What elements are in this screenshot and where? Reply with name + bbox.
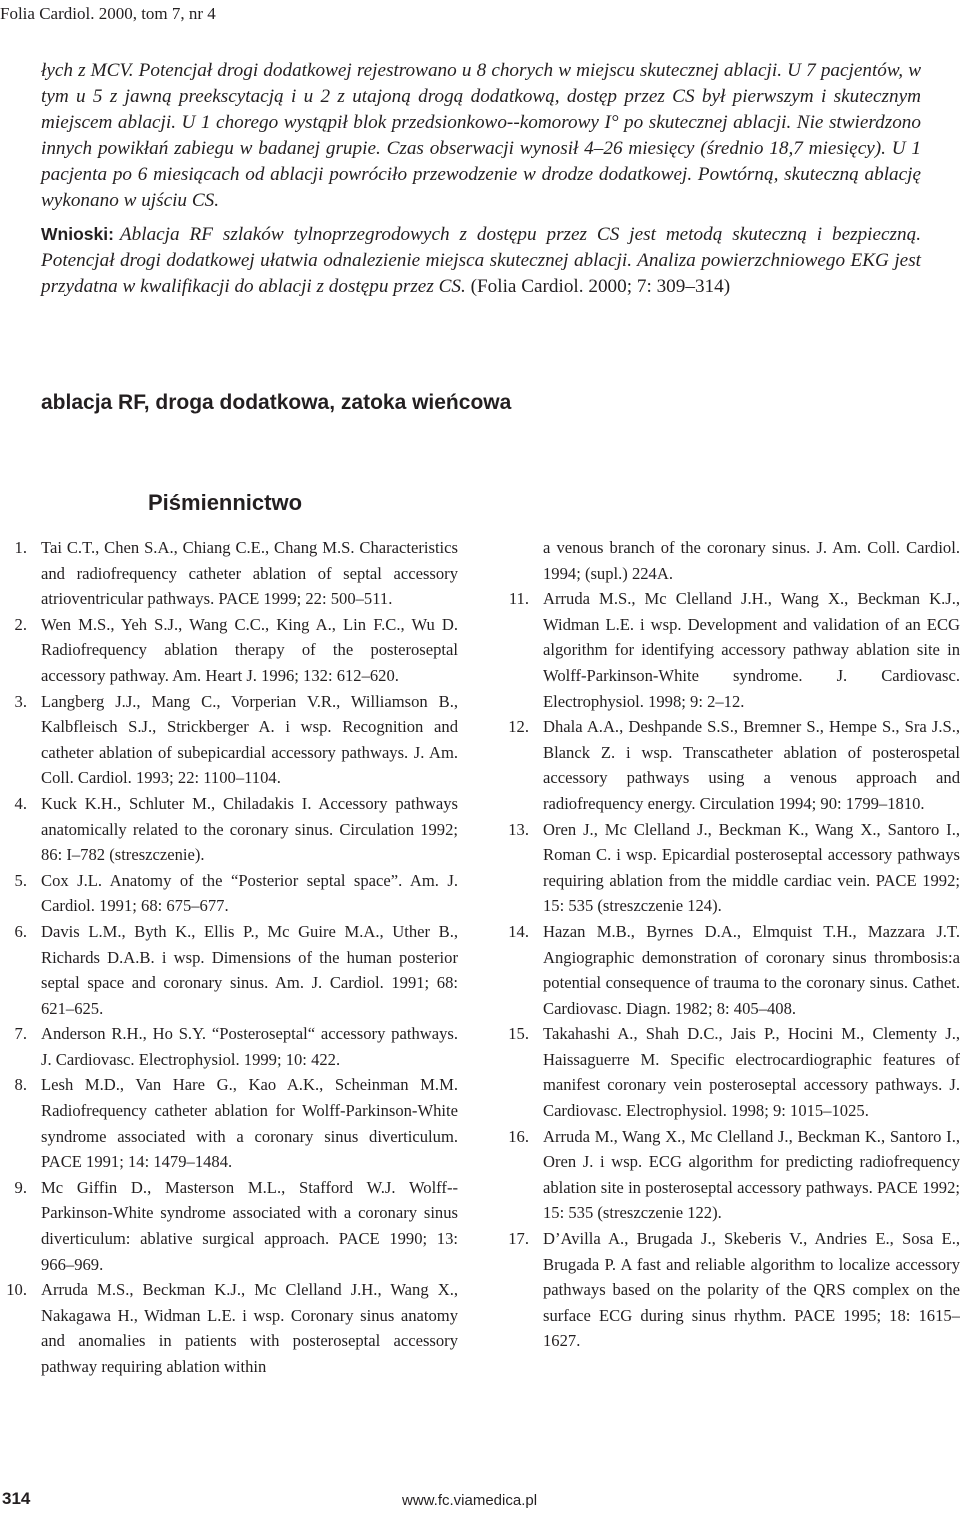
references-title: Piśmiennictwo — [148, 490, 303, 515]
references-left-column — [3, 535, 458, 1380]
reference-item — [505, 1226, 960, 1354]
journal-header: Folia Cardiol. 2000, tom 7, nr 4 — [0, 4, 216, 23]
reference-number: 8 . — [3, 1072, 27, 1098]
reference-text: Cox J.L. Anatomy of the “Posterior septal space”. Am. J. Cardiol. 1991; 68: 675–677. — [41, 870, 458, 916]
reference-number: 1 . — [3, 535, 27, 561]
reference-text: Wen M.S., Yeh S.J., Wang C.C., King A., Lin F.C., Wu D. Radiofrequency ablation therapy of the posteroseptal accessory pathway. Am. Heart J. 1996; 132: 612–620. — [41, 614, 458, 685]
reference-text: Davis L.M., Byth K., Ellis P., Mc Guire M.A., Uther B., Richards D.A.B. i wsp. Dimensions of the human posterior septal space and coronary sinus. Am. J. Cardiol. 1991; 68: 621–625. — [41, 921, 458, 1018]
reference-text: Arruda M.S., Mc Clelland J.H., Wang X., Beckman K.J., Widman L.E. i wsp. Development and validation of an ECG algorithm for identifying accessory pathway ablation site in Wolff-Parkinson-White syndrome. J. Cardiovasc. Electrophysiol. 1998; 9: 2–12. — [543, 589, 960, 711]
citation: (Folia Cardiol. 2000; 7: 309–314) — [470, 276, 731, 297]
reference-item — [505, 714, 960, 816]
reference-number: 15 . — [505, 1021, 529, 1047]
reference-item — [3, 1021, 458, 1072]
reference-item — [505, 919, 960, 1021]
reference-item — [3, 689, 458, 791]
reference-item — [505, 817, 960, 919]
reference-number: 14 . — [505, 919, 529, 945]
reference-text: Lesh M.D., Van Hare G., Kao A.K., Scheinman M.M. Radiofrequency catheter ablation for Wolff-Parkinson-White syndrome associated with a coronary sinus diverticulum. PACE 1991; 14: 1479–1484. — [41, 1075, 458, 1172]
reference-text: D’Avilla A., Brugada J., Skeberis V., Andries E., Sosa E., Brugada P. A fast and reliable algorithm to localize accessory pathways based on the polarity of the QRS complex on the surface ECG during sinus rhythm. PACE 1995; 18: 1615–1627. — [543, 1229, 960, 1351]
reference-number: 13 . — [505, 817, 529, 843]
conclusions-text: Ablacja RF szlaków tylnoprzegrodowych z dostępu przez CS jest metodą skuteczną i bezpieczną. Potencjał drogi dodatkowej ułatwia odnalezienie miejsca skutecznej ablacji. Analiza powierzchniowego EKG jest przydatna w kwalifikacji do ablacji z dostępu przez CS. — [41, 224, 921, 297]
reference-item — [505, 586, 960, 714]
reference-text: Mc Giffin D., Masterson M.L., Stafford W.J. Wolff--Parkinson-White syndrome associated with a coronary sinus diverticulum: ablative surgical approach. PACE 1990; 13: 966–969. — [41, 1177, 458, 1274]
reference-number: 17 . — [505, 1226, 529, 1252]
reference-item — [3, 791, 458, 868]
reference-text: Oren J., Mc Clelland J., Beckman K., Wang X., Santoro I., Roman C. i wsp. Epicardial posteroseptal accessory pathways requiring ablation from the middle cardiac vein. PACE 1992; 15: 535 (streszczenie 124). — [543, 819, 960, 916]
reference-number: 9 . — [3, 1175, 27, 1201]
reference-number: 3 . — [3, 689, 27, 715]
reference-number: 5 . — [3, 868, 27, 894]
website-url: www.fc.viamedica.pl — [402, 1492, 538, 1509]
reference-text: Langberg J.J., Mang C., Vorperian V.R., Williamson B., Kalbfleisch S.J., Strickberger A. i wsp. Recognition and catheter ablation of subepicardial accessory pathways. J. Am. Coll. Cardiol. 1993; 22: 1100–1104. — [41, 691, 458, 788]
reference-item — [3, 612, 458, 689]
reference-number: 4 . — [3, 791, 27, 817]
reference-continuation: a venous branch of the coronary sinus. J. Am. Coll. Cardiol. 1994; (supl.) 224A. — [543, 538, 960, 583]
references-right-column — [505, 535, 960, 1354]
reference-text: Takahashi A., Shah D.C., Jais P., Hocini M., Clementy J., Haissaguerre M. Specific electrocardiographic features of manifest coronary vein posteroseptal accessory pathways. J. Cardiovasc. Electrophysiol. 1998; 9: 1015–1025. — [543, 1024, 960, 1121]
reference-item — [3, 868, 458, 919]
abstract-results-text: łych z MCV. Potencjał drogi dodatkowej rejestrowano u 8 chorych w miejscu skutecznej ablacji. U 7 pacjentów, w tym u 5 z jawną preekscytacją i u 2 z utajoną drogą dodatkową, dostęp przez CS był pierwszym i skutecznym miejscem ablacji. U 1 chorego wystąpił blok przedsionkowo--komorowy I° po skutecznej ablacji. Nie stwierdzono innych powikłań zabiegu w badanej grupie. Czas obserwacji wynosił 4–26 miesięcy (średnio 18,7 miesięcy). U 1 pacjenta po 6 miesiącach od ablacji powróciło przewodzenie w drodze dodatkowej. Powtórną, skuteczną ablację wykonano w ujściu CS. — [41, 60, 921, 211]
reference-item — [505, 1021, 960, 1123]
reference-item — [3, 535, 458, 612]
reference-number: 6 . — [3, 919, 27, 945]
reference-text: Arruda M., Wang X., Mc Clelland J., Beckman K., Santoro I., Oren J. i wsp. ECG algorithm for predicting radiofrequency ablation site in posteroseptal accessory pathways. PACE 1992; 15: 535 (streszczenie 122). — [543, 1126, 960, 1223]
reference-number: 16 . — [505, 1124, 529, 1150]
keywords: ablacja RF, droga dodatkowa, zatoka wieńcowa — [41, 391, 512, 414]
reference-item — [3, 1175, 458, 1277]
reference-number: 12 . — [505, 714, 529, 740]
reference-item — [3, 1277, 458, 1379]
abstract-section — [41, 58, 921, 300]
reference-text: Hazan M.B., Byrnes D.A., Elmquist T.H., Mazzara J.T. Angiographic demonstration of coronary sinus thrombosis:a potential consequence of trauma to the coronary sinus. Cathet. Cardiovasc. Diagn. 1982; 8: 405–408. — [543, 921, 960, 1018]
reference-number: 11 . — [505, 586, 529, 612]
reference-text: Tai C.T., Chen S.A., Chiang C.E., Chang M.S. Characteristics and radiofrequency catheter ablation of septal accessory atrioventricular pathways. PACE 1999; 22: 500–511. — [41, 538, 458, 609]
reference-item — [3, 919, 458, 1021]
page-number: 314 — [2, 1489, 31, 1508]
reference-text: Kuck K.H., Schluter M., Chiladakis I. Accessory pathways anatomically related to the coronary sinus. Circulation 1992; 86: I–782 (streszczenie). — [41, 793, 458, 865]
conclusions-paragraph — [41, 221, 921, 300]
reference-number: 2 . — [3, 612, 27, 638]
reference-text: Anderson R.H., Ho S.Y. “Posteroseptal“ accessory pathways. J. Cardiovasc. Electrophysiol. 1999; 10: 422. — [41, 1024, 458, 1069]
reference-number: 10 . — [3, 1277, 27, 1303]
reference-item — [3, 1072, 458, 1174]
conclusions-label: Wnioski: — [41, 224, 114, 244]
reference-item — [505, 1124, 960, 1226]
reference-text: Arruda M.S., Beckman K.J., Mc Clelland J.H., Wang X., Nakagawa H., Widman L.E. i wsp. Coronary sinus anatomy and anomalies in patients with posteroseptal accessory pathway requiring ablation within — [41, 1280, 458, 1376]
reference-text: Dhala A.A., Deshpande S.S., Bremner S., Hempe S., Sra J.S., Blanck Z. i wsp. Transcatheter ablation of posterospetal accessory pathways using a venous approach and radiofrequency energy. Circulation 1994; 90: 1799–1810. — [543, 717, 960, 813]
reference-number: 7 . — [3, 1021, 27, 1047]
